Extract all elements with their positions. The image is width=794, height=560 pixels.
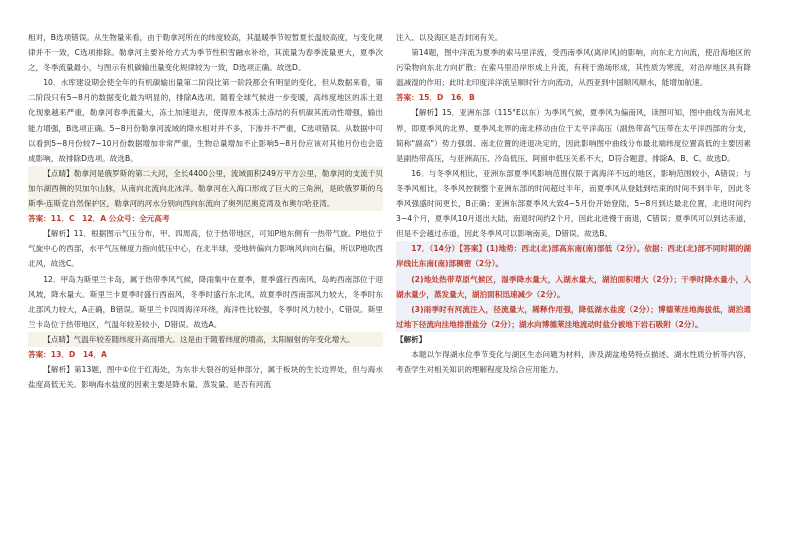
explanation-14: 第14题，图中洋流为夏季的索马里洋流，受西南季风(离岸风)的影响，向东北方向流，使沿海地区的污染物向东北方向扩散；在索马里沿岸形成上升流，有利于渔场形成，其性质为寒流，对沿岸地区具有降温减湿的作用；此时北印度洋洋流呈顺时针方向流动，从西亚到中国顺风顺水，能增加航速。 [396, 48, 751, 88]
tip-paragraph: 【点睛】勒拿河是俄罗斯的第二大河，全长4400公里，流域面积249万平方公里，勒拿河的支流千贝加尔湖西侧的贝加尔山脉，从南向北流向北冰洋。勒拿河在入海口形成了巨大的三角洲，是欧俄罗斯的乌斯季-连斯克自然保护区，勒拿河的河水分别向西向东流向了奥列尼奥克湾及布奥尔哈亚湾。 [28, 166, 383, 211]
answer-label-15-16: 答案：15．D 16．B [396, 93, 475, 103]
text-continuation: 注入、以及海区是否封闭有关。 [396, 33, 503, 42]
explanation-12: 12．甲岛为斯里兰卡岛，属于热带季风气候，降雨集中在夏季，夏季盛行西南风，岛屿西南部位于迎风坡，降水量大。斯里兰卡夏季时盛行西南风，冬季时盛行东北风，故夏季时西南部风力较大，冬季时东北部风力较大，A正确，B错误。斯里兰卡四周海洋环绕，海洋性比较强，冬季时风力较小，C错误。斯里兰卡岛位于热带地区，气温年较差较小，D错误。故选A。 [28, 274, 383, 329]
explanation-16: 16．与冬季风相比，亚洲东部夏季风影响范围仅限于离海洋不远的地区，影响范围较小，A错误；与冬季风相比，冬季风控制整个亚洲东部的时间超过半年，而夏季风从登陆到结束的时间不到半年，因此冬季风强盛时间更长，B正确；亚洲东部夏季风大致4~5月份开始登陆，5~8月到达最北位置，北进时间约3~4个月，夏季风10月退出大陆，南退时间约2个月，因此北进慢于南退，C错误；夏季风可以到达赤道，但是不会越过赤道，因此冬季风可以影响南美，D错误。故选B。 [396, 168, 751, 239]
question-17-answer-1: 17．（14分）【答案】(1)地势：西北(北)部高东南(南)部低（2分）。依据：西北(北)部不同时期的湖岸线比东南(南)部稠密（2分）。 [396, 241, 751, 271]
left-column [28, 30, 383, 392]
analysis-label: 【解析】 [396, 334, 427, 344]
explanation-13: 【解析】第13题，图中①位于红海处，为东非大裂谷的延伸部分，属于板块的生长边界处，但与海水盐度高低无关。影响海水盐度的因素主要是降水量、蒸发量、是否有河流 [28, 365, 383, 390]
question-17-answer-3: (3)雨季时有河流注入，径流量大，稀释作用强，降低湖水盐度（2分）；博德莱洼地海拔低，湖泊通过地下径流向洼地排泄盐分（2分）；湖水向博德莱洼地流动时盐分被地下岩石吸附（2分）。 [396, 302, 751, 332]
explanation-15: 【解析】15．亚洲东部（115°E以东）为季风气候，夏季风为偏南风，读图可知，图中曲线为南风北界，即夏季风的北界，夏季风北界的南北移动由位于太平洋高压（副热带高气压带在太平洋西部的分支，简称"副高"）势力强弱、南北位置的进退决定的，因此影响图中曲线分布最北端纬度位置高低的主要因素是副热带高压，与亚洲高压、冷岛低压、阿留申低压关系不大，D符合题意，排除A、B、C。故选D。 [396, 108, 751, 163]
answer-label-11-12: 答案：11．C 12．A 公众号：全元高考 [28, 214, 170, 224]
tip-paragraph-2: 【点睛】气温年较差随纬度升高而增大。这是由于随着纬度的增高，太阳辐射的年变化增大。 [28, 332, 383, 347]
explanation-11: 【解析】11．根据图示气压分布，甲、四周高，位于热带地区，可知P地东侧有一热带气旋。P地位于气旋中心的西部，水平气压梯度力指向低压中心，在北半球，受地转偏向力影响风向向右偏，所以P地吹西北风，故选C。 [28, 229, 383, 269]
question-17-answer-2: (2)地处热带草原气候区，湿季降水量大，入湖水量大，湖泊面积增大（2分）；干季时降水量小，入湖水量少，蒸发量大，湖泊面积迅速减少（2分）。 [396, 272, 751, 302]
text-paragraph: 相对，B选项错误。从生物量来看，由于勒拿河所在的纬度较高，其温暖季节短暂夏长温较高度，与变化规律并不一致，C选项排除。勒拿河主要补给方式为季节性积雪融水补给，其流量为春季流量更大，夏季次之，冬季流量最小，与图示有机碳输出量变化规律较为一致，D选项正确。故选D。 [28, 33, 383, 73]
right-column [396, 30, 751, 377]
answer-label-13-14: 答案：13．D 14．A [28, 349, 107, 359]
question-10-explanation: 10．水库建设期会使全年的有机碳输出量第二阶段比第一阶段都会有明显的变化，但从数据来看，第二阶段只有5~8月的数据变化最为明显的，排除A选项。随着全球气候进一步变暖，高纬度地区的冻土退化现象越来严重，勒拿河春季流量大，冻土加速退去，使得原本被冻土冻结的有机碳其流动性增强，输出能力增强，B选项正确。5~8月份勒拿河流域的降水相对并不多，下渗并不严重，C选项错误。从数据中可以看到5~8月份较7~10月份数据增加非常严重，生物总量增加不止影响5~8月份应该对其他月份也会造成影响，故排除D选项。故选B。 [28, 78, 383, 163]
analysis-paragraph: 本题以乍得湖水位季节变化与湖区生态问题为材料，涉及湖盆地势特点描述、湖水性质分析等内容，考查学生对相关知识的理解程度及综合应用能力。 [396, 349, 751, 375]
